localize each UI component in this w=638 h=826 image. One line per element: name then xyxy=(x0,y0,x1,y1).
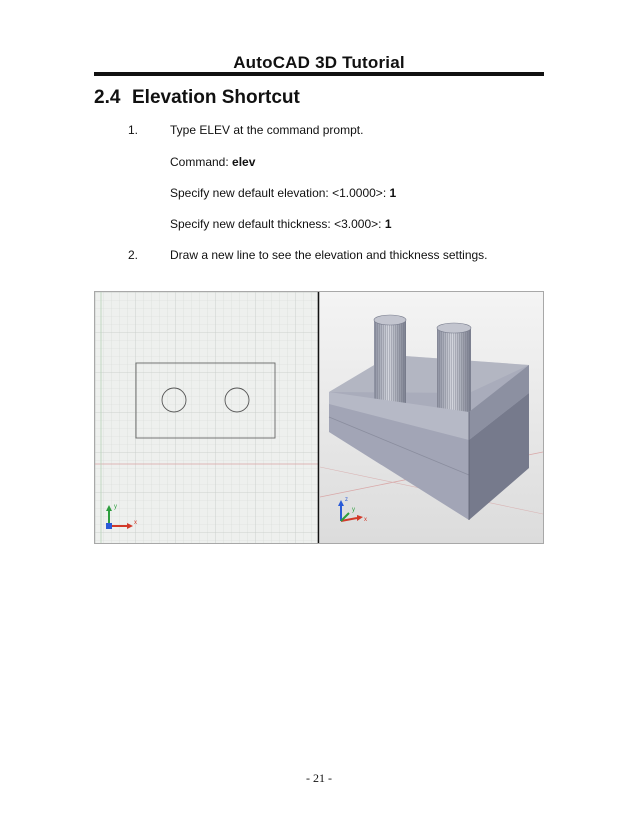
plan-viewport xyxy=(95,292,318,543)
header-rule xyxy=(94,72,544,76)
header-title: AutoCAD 3D Tutorial xyxy=(233,53,405,72)
command-line xyxy=(170,155,255,169)
step-number: 1. xyxy=(128,123,139,137)
axis-label-y: y xyxy=(352,507,355,513)
axis-label-x: x xyxy=(364,517,367,523)
axis-label-y: y xyxy=(114,504,117,510)
command-prompt: Command: xyxy=(170,155,233,169)
command-value: 1 xyxy=(389,186,397,200)
command-prompt: Specify new default thickness: <3.000>: xyxy=(170,217,385,231)
axis-label-z: z xyxy=(345,497,348,503)
command-line xyxy=(170,217,392,231)
page-number: - 21 - xyxy=(306,771,332,785)
command-value: 1 xyxy=(384,217,392,231)
command-prompt: Specify new default elevation: <1.0000>: xyxy=(170,186,390,200)
section-heading xyxy=(94,87,300,109)
section-number: 2.4 xyxy=(94,87,121,108)
command-value: elev xyxy=(232,155,256,169)
step-text: Draw a new line to see the elevation and thickness settings. xyxy=(170,248,488,262)
step-text: Type ELEV at the command prompt. xyxy=(170,123,364,137)
figure-viewports xyxy=(94,291,544,544)
3d-viewport xyxy=(320,292,543,543)
section-title: Elevation Shortcut xyxy=(132,87,300,108)
step-number: 2. xyxy=(128,248,139,262)
command-line xyxy=(170,186,396,200)
axis-label-x: x xyxy=(134,520,137,526)
